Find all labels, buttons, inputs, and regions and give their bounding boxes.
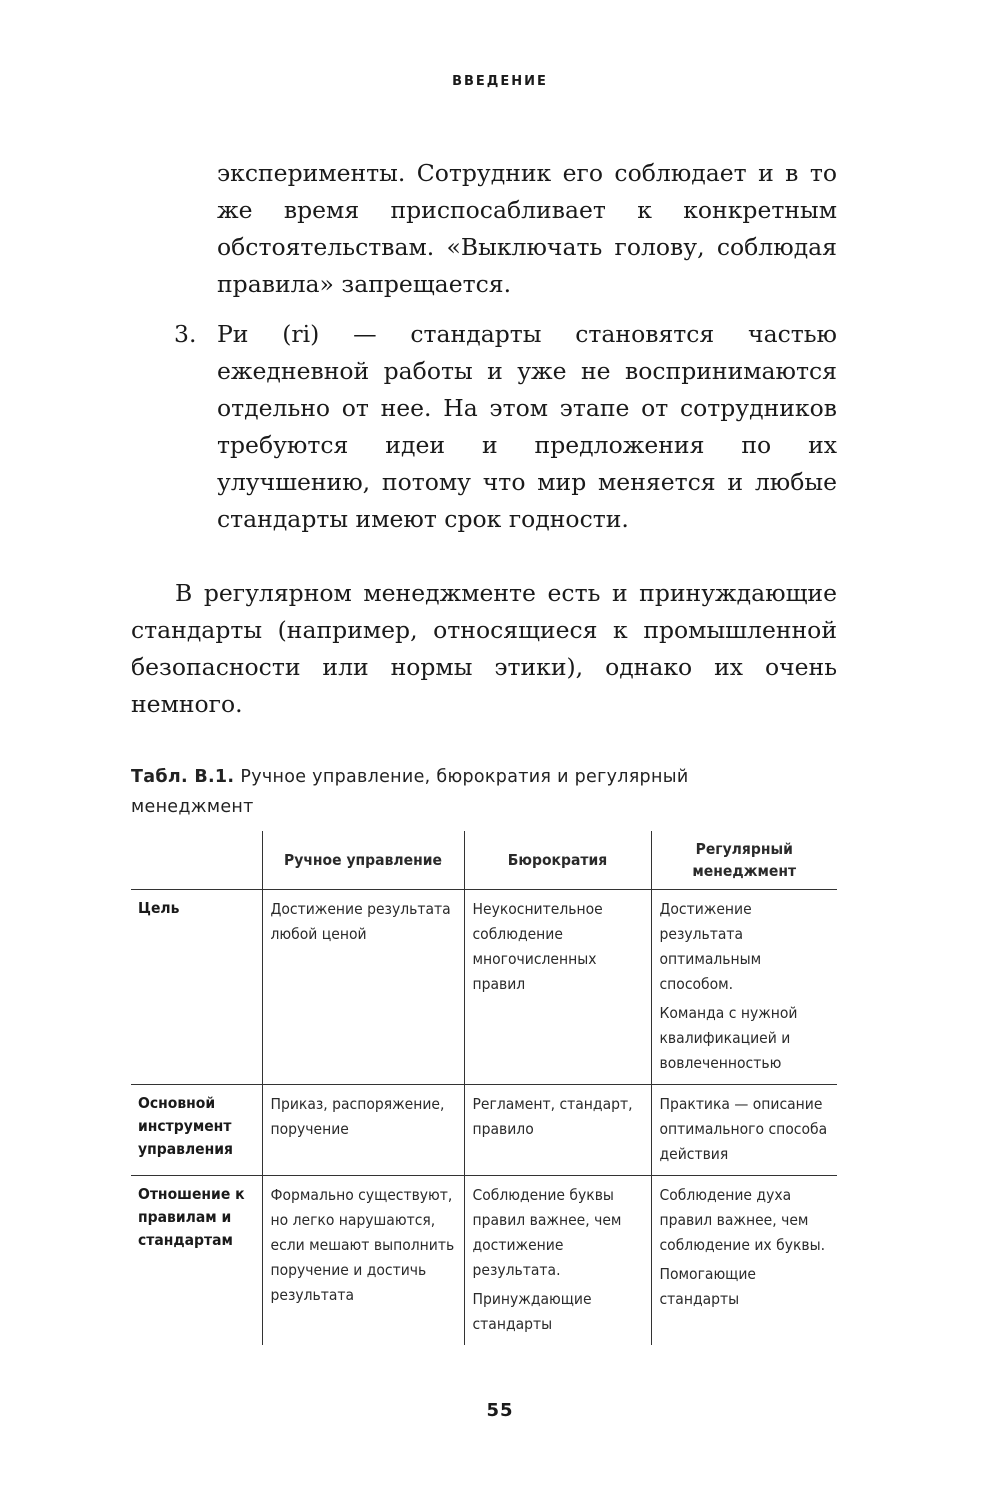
table-row [131,1176,837,1346]
cell-paragraph: Помогающие стандарты [659,1265,756,1308]
cell-regular [651,890,837,1085]
cell-paragraph: Формально существуют, но легко нарушаются, если мешают выполнить поручение и достичь результата [270,1186,455,1304]
cell-paragraph: Приказ, распоряжение, поручение [270,1095,445,1138]
cell-manual [262,890,464,1085]
cell-bureaucracy [464,1176,651,1346]
comparison-table [131,831,837,1345]
cell-paragraph: Достижение результата любой ценой [270,900,451,943]
continuation-paragraph: эксперименты. Сотрудник его соблюдает и в то же время приспосабливает к конкретным обстоятельствам. «Выключать голову, соблюдая правила» запрещается. [217,159,837,298]
row-label: Цель [131,890,262,1085]
main-paragraph: В регулярном менеджменте есть и принуждающие стандарты (например, относящиеся к промышленной безопасности или нормы этики), однако их очень немного. [131,579,837,718]
cell-manual [262,1085,464,1176]
row-label: Основной инструмент управления [131,1085,262,1176]
cell-manual [262,1176,464,1346]
cell-paragraph: Неукоснительное соблюдение многочисленных правил [472,900,603,993]
table-caption [131,762,771,822]
cell-paragraph: Регламент, стандарт, правило [472,1095,633,1138]
cell-bureaucracy [464,890,651,1085]
list-item-number: 3. [174,320,197,348]
table-caption-text: Ручное управление, бюрократия и регулярный менеджмент [131,767,689,817]
cell-paragraph: Достижение результата оптимальным способом. [659,900,762,993]
header-corner [131,831,262,890]
cell-paragraph: Соблюдение духа правил важнее, чем соблюдение их буквы. [659,1186,826,1254]
header-manual: Ручное управление [262,831,464,890]
table-row [131,1085,837,1176]
header-regular: Регулярный менеджмент [651,831,837,890]
running-header: ВВЕДЕНИЕ [452,74,548,89]
row-label: Отношение к правилам и стандартам [138,1185,245,1249]
table-caption-label: Табл. В.1. [131,767,235,787]
cell-paragraph: Принуждающие стандарты [472,1290,592,1333]
cell-paragraph: Команда с нужной квалификацией и вовлеченностью [659,1004,798,1072]
list-item-3 [174,316,837,538]
header-bureaucracy: Бюрократия [464,831,651,890]
list-item-text: Ри (ri) — стандарты становятся частью ежедневной работы и уже не воспринимаются отдельно от нее. На этом этапе от сотрудников требуются идеи и предложения по их улучшению, потому что мир меняется и любые стандарты имеют срок годности. [217,320,837,533]
cell-paragraph: Соблюдение буквы правил важнее, чем достижение результата. [472,1186,622,1279]
page-number: 55 [486,1400,514,1421]
table-row [131,890,837,1085]
cell-regular [651,1176,837,1346]
table-header-row [131,831,837,890]
cell-bureaucracy [464,1085,651,1176]
cell-regular [651,1085,837,1176]
cell-paragraph: Практика — описание оптимального способа действия [659,1095,828,1163]
